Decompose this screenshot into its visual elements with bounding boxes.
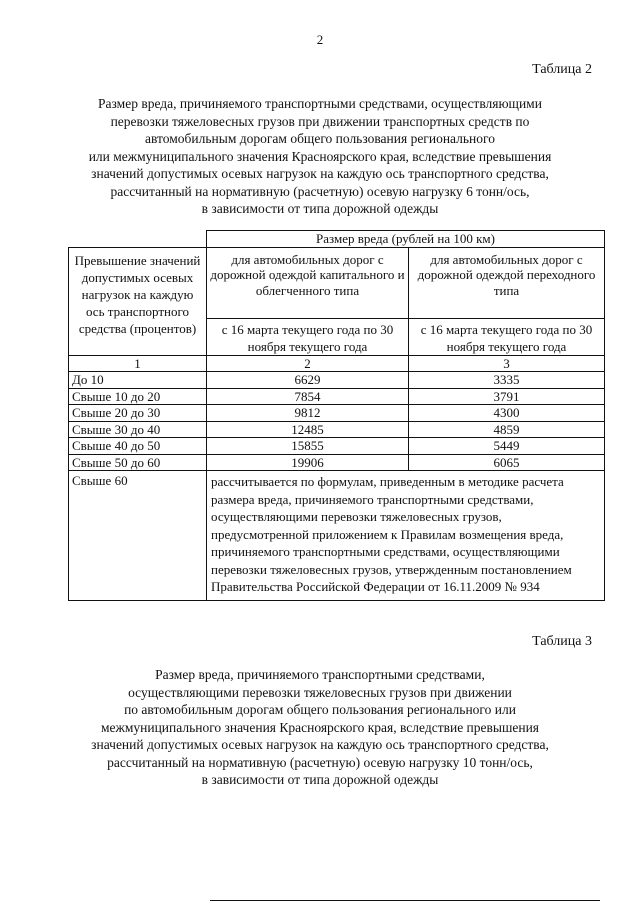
harm-value-capital-cell: 6629 [207,372,409,389]
table3-caption-line: Размер вреда, причиняемого транспортными средствами, [155,667,485,682]
column-number-cell: 2 [207,355,409,372]
table2-caption-line: рассчитанный на нормативную (расчетную) осевую нагрузку 6 тонн/ось, [110,183,530,199]
harm-value-transitional-cell: 4300 [409,405,605,422]
table2-caption [40,95,600,218]
harm-value-capital-cell: 7854 [207,388,409,405]
table2-caption-line: автомобильным дорогам общего пользования регионального [145,131,495,146]
table3-top-border [210,900,600,901]
harm-value-capital-cell: 9812 [207,405,409,422]
harm-value-capital-cell: 12485 [207,421,409,438]
table2-caption-line: или межмуниципального значения Красноярского края, вследствие превышения [88,148,552,164]
table-row [69,421,605,438]
header-group-cell: Размер вреда (рублей на 100 км) [207,231,605,248]
formula-note-cell: рассчитывается по формулам, приведенным в методике расчета размера вреда, причиняемого транспортными средствами, осуществляющими перевозки тяжеловесных грузов, предусмотренной приложением к Правилам возмещения вреда, причиняемого транспортными средствами, осуществляющими перевозки тяжеловесных грузов, утвержденным постановлением Правительства Российской Федерации от 16.11.2009 № 934 [207,471,605,601]
column-number-cell: 3 [409,355,605,372]
header-overload-cell: Превышение значений допустимых осевых нагрузок на каждую ось транспортного средства (процентов) [69,247,207,355]
harm-value-transitional-cell: 3791 [409,388,605,405]
page-number: 2 [316,32,324,47]
table2-caption-line: перевозки тяжеловесных грузов при движении транспортных средств по [110,113,530,129]
header-period-cell: с 16 марта текущего года по 30 ноября текущего года [409,318,605,355]
harm-table-6t [68,230,605,601]
harm-value-transitional-cell: 5449 [409,438,605,455]
table-row [69,372,605,389]
overload-range-cell: До 10 [69,372,207,389]
overload-range-cell: Свыше 60 [69,471,207,601]
table-row [69,454,605,471]
table3-label: Таблица 3 [532,634,592,649]
table3-caption-line: осуществляющими перевозки тяжеловесных грузов при движении [128,684,512,700]
table3-caption-line: в зависимости от типа дорожной одежды [201,772,439,787]
table-row [69,471,605,601]
overload-range-cell: Свыше 20 до 30 [69,405,207,422]
table3-caption-line: межмуниципального значения Красноярского края, вследствие превышения [100,719,540,735]
table-header-row [69,231,605,248]
harm-value-capital-cell: 15855 [207,438,409,455]
table3-caption-line: рассчитанный на нормативную (расчетную) осевую нагрузку 10 тонн/ось, [107,754,533,770]
table2-caption-line: значений допустимых осевых нагрузок на каждую ось транспортного средства, [91,166,549,181]
table3-caption-line: значений допустимых осевых нагрузок на каждую ось транспортного средства, [91,737,549,752]
column-number-cell: 1 [69,355,207,372]
table-header-row [69,247,605,318]
header-capital-road-cell: для автомобильных дорог с дорожной одеждой капитального и облегченного типа [207,247,409,318]
column-number-row [69,355,605,372]
table3-caption [40,666,600,789]
overload-range-cell: Свыше 50 до 60 [69,454,207,471]
harm-value-transitional-cell: 6065 [409,454,605,471]
overload-range-cell: Свыше 40 до 50 [69,438,207,455]
table2-caption-line: Размер вреда, причиняемого транспортными средствами, осуществляющими [98,96,542,111]
overload-range-cell: Свыше 30 до 40 [69,421,207,438]
overload-range-cell: Свыше 10 до 20 [69,388,207,405]
table-row [69,438,605,455]
header-blank-cell [69,231,207,248]
header-transitional-road-cell: для автомобильных дорог с дорожной одеждой переходного типа [409,247,605,318]
table-row [69,405,605,422]
harm-value-transitional-cell: 3335 [409,372,605,389]
table-row [69,388,605,405]
table2-label: Таблица 2 [532,62,592,77]
harm-value-transitional-cell: 4859 [409,421,605,438]
table2-caption-line: в зависимости от типа дорожной одежды [201,201,439,216]
header-period-cell: с 16 марта текущего года по 30 ноября текущего года [207,318,409,355]
table3-caption-line: по автомобильным дорогам общего пользования регионального или [124,702,516,717]
harm-value-capital-cell: 19906 [207,454,409,471]
